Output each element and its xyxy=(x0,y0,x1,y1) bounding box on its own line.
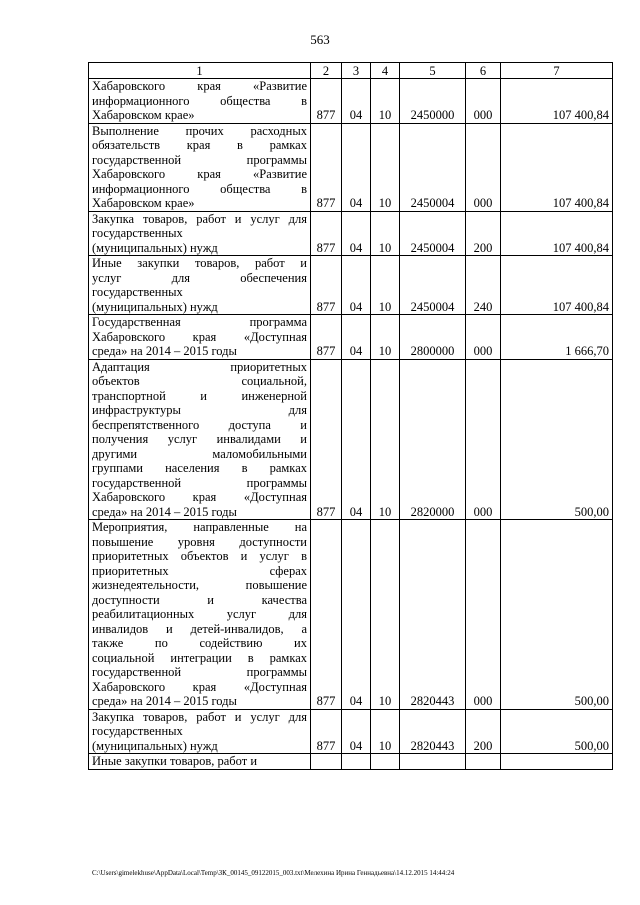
row-name-line: инфраструктуры для xyxy=(92,403,307,417)
row-name-line: среда» на 2014 – 2015 годы xyxy=(92,694,237,708)
admin-code: 877 xyxy=(311,520,342,710)
admin-code: 877 xyxy=(311,123,342,211)
row-name-line: Иные закупки товаров, работ и xyxy=(92,256,307,270)
row-name-line: информационного общества в xyxy=(92,181,307,196)
row-name xyxy=(89,520,311,710)
table-row xyxy=(89,211,613,256)
amount: 500,00 xyxy=(501,359,613,520)
row-name-line: Хабаровском крае» xyxy=(92,108,195,122)
amount: 500,00 xyxy=(501,709,613,754)
subsection-code: 10 xyxy=(371,359,400,520)
row-name xyxy=(89,256,311,315)
admin-code: 877 xyxy=(311,79,342,124)
column-header: 2 xyxy=(311,63,342,79)
target-article-code: 2800000 xyxy=(400,315,466,360)
section-code: 04 xyxy=(342,520,371,710)
amount: 107 400,84 xyxy=(501,211,613,256)
target-article-code: 2820443 xyxy=(400,709,466,754)
row-name-line: приоритетных объектов и услуг в xyxy=(92,549,307,563)
table-row xyxy=(89,79,613,124)
amount: 500,00 xyxy=(501,520,613,710)
amount: 1 666,70 xyxy=(501,315,613,360)
expense-type-code: 000 xyxy=(466,315,501,360)
section-code xyxy=(342,754,371,770)
admin-code: 877 xyxy=(311,211,342,256)
target-article-code: 2450004 xyxy=(400,123,466,211)
budget-table xyxy=(88,62,613,770)
row-name-line: Иные закупки товаров, работ и xyxy=(92,754,258,768)
row-name-line: обязательств края в рамках xyxy=(92,138,307,152)
column-header: 3 xyxy=(342,63,371,79)
subsection-code: 10 xyxy=(371,211,400,256)
subsection-code: 10 xyxy=(371,79,400,124)
expense-type-code xyxy=(466,754,501,770)
table-row xyxy=(89,754,613,770)
admin-code xyxy=(311,754,342,770)
table-header-row xyxy=(89,63,613,79)
amount: 107 400,84 xyxy=(501,256,613,315)
amount: 107 400,84 xyxy=(501,79,613,124)
subsection-code: 10 xyxy=(371,256,400,315)
row-name-line: государственной программы xyxy=(92,152,307,167)
column-header: 4 xyxy=(371,63,400,79)
row-name-line: (муниципальных) нужд xyxy=(92,299,218,314)
column-header: 6 xyxy=(466,63,501,79)
row-name xyxy=(89,315,311,360)
expense-type-code: 000 xyxy=(466,520,501,710)
row-name-line: Хабаровского края «Развитие xyxy=(92,79,307,93)
table-row xyxy=(89,359,613,520)
section-code: 04 xyxy=(342,359,371,520)
row-name-line: жизнедеятельности, повышение xyxy=(92,578,307,592)
row-name-line: также по содействию их xyxy=(92,636,307,650)
row-name-line: повышение уровня доступности xyxy=(92,534,307,549)
row-name-line: Хабаровского края «Развитие xyxy=(92,167,307,181)
section-code: 04 xyxy=(342,256,371,315)
section-code: 04 xyxy=(342,709,371,754)
section-code: 04 xyxy=(342,315,371,360)
target-article-code: 2820000 xyxy=(400,359,466,520)
row-name-line: (муниципальных) нужд xyxy=(92,738,218,753)
row-name xyxy=(89,754,311,770)
admin-code: 877 xyxy=(311,709,342,754)
subsection-code xyxy=(371,754,400,770)
amount: 107 400,84 xyxy=(501,123,613,211)
target-article-code xyxy=(400,754,466,770)
row-name-line: государственных xyxy=(92,285,183,299)
row-name-line: Хабаровского края «Доступная xyxy=(92,490,307,504)
expense-type-code: 200 xyxy=(466,709,501,754)
subsection-code: 10 xyxy=(371,709,400,754)
row-name-line: среда» на 2014 – 2015 годы xyxy=(92,504,237,519)
target-article-code: 2450004 xyxy=(400,211,466,256)
subsection-code: 10 xyxy=(371,315,400,360)
row-name-line: среда» на 2014 – 2015 годы xyxy=(92,344,237,358)
admin-code: 877 xyxy=(311,256,342,315)
expense-type-code: 000 xyxy=(466,79,501,124)
row-name-line: Государственная программа xyxy=(92,315,307,329)
table-row xyxy=(89,520,613,710)
target-article-code: 2450000 xyxy=(400,79,466,124)
row-name xyxy=(89,709,311,754)
table-row xyxy=(89,123,613,211)
row-name-line: приоритетных сферах xyxy=(92,563,307,578)
row-name-line: информационного общества в xyxy=(92,93,307,108)
row-name-line: группами населения в рамках xyxy=(92,461,307,475)
row-name xyxy=(89,123,311,211)
section-code: 04 xyxy=(342,211,371,256)
row-name-line: (муниципальных) нужд xyxy=(92,240,218,255)
admin-code: 877 xyxy=(311,359,342,520)
row-name-line: услуг для обеспечения xyxy=(92,270,307,285)
expense-type-code: 000 xyxy=(466,359,501,520)
table-row xyxy=(89,256,613,315)
expense-type-code: 000 xyxy=(466,123,501,211)
target-article-code: 2820443 xyxy=(400,520,466,710)
expense-type-code: 240 xyxy=(466,256,501,315)
row-name-line: Выполнение прочих расходных xyxy=(92,123,307,138)
row-name-line: доступности и качества xyxy=(92,592,307,607)
row-name-line: объектов социальной, xyxy=(92,374,307,388)
row-name-line: Хабаровского края «Доступная xyxy=(92,679,307,694)
row-name-line: Мероприятия, направленные на xyxy=(92,520,307,534)
section-code: 04 xyxy=(342,79,371,124)
amount xyxy=(501,754,613,770)
row-name-line: инвалидов и детей-инвалидов, а xyxy=(92,621,307,636)
column-header: 1 xyxy=(89,63,311,79)
row-name-line: Хабаровского края «Доступная xyxy=(92,329,307,344)
row-name xyxy=(89,79,311,124)
row-name-line: социальной интеграции в рамках xyxy=(92,650,307,665)
row-name-line: Хабаровском крае» xyxy=(92,196,195,210)
row-name-line: государственной программы xyxy=(92,475,307,490)
table-row xyxy=(89,709,613,754)
expense-type-code: 200 xyxy=(466,211,501,256)
column-header: 7 xyxy=(501,63,613,79)
row-name-line: транспортной и инженерной xyxy=(92,388,307,403)
row-name-line: другими маломобильными xyxy=(92,446,307,461)
file-path-footer: C:\Users\gimelekhuse\AppData\Local\Temp\ЗК_00145_09122015_003.txt\Мелехина Ирина Геннадьевна\14.12.2015 14:44:24 xyxy=(92,869,455,877)
page-number: 563 xyxy=(310,32,330,47)
row-name-line: государственной программы xyxy=(92,665,307,679)
subsection-code: 10 xyxy=(371,520,400,710)
row-name-line: государственных xyxy=(92,226,183,240)
target-article-code: 2450004 xyxy=(400,256,466,315)
column-header: 5 xyxy=(400,63,466,79)
row-name-line: государственных xyxy=(92,724,183,738)
row-name-line: реабилитационных услуг для xyxy=(92,607,307,621)
subsection-code: 10 xyxy=(371,123,400,211)
row-name-line: Адаптация приоритетных xyxy=(92,359,307,374)
row-name-line: получения услуг инвалидами и xyxy=(92,432,307,446)
row-name-line: Закупка товаров, работ и услуг для xyxy=(92,211,307,226)
row-name xyxy=(89,211,311,256)
table-row xyxy=(89,315,613,360)
row-name xyxy=(89,359,311,520)
section-code: 04 xyxy=(342,123,371,211)
admin-code: 877 xyxy=(311,315,342,360)
row-name-line: беспрепятственного доступа и xyxy=(92,417,307,432)
row-name-line: Закупка товаров, работ и услуг для xyxy=(92,709,307,724)
